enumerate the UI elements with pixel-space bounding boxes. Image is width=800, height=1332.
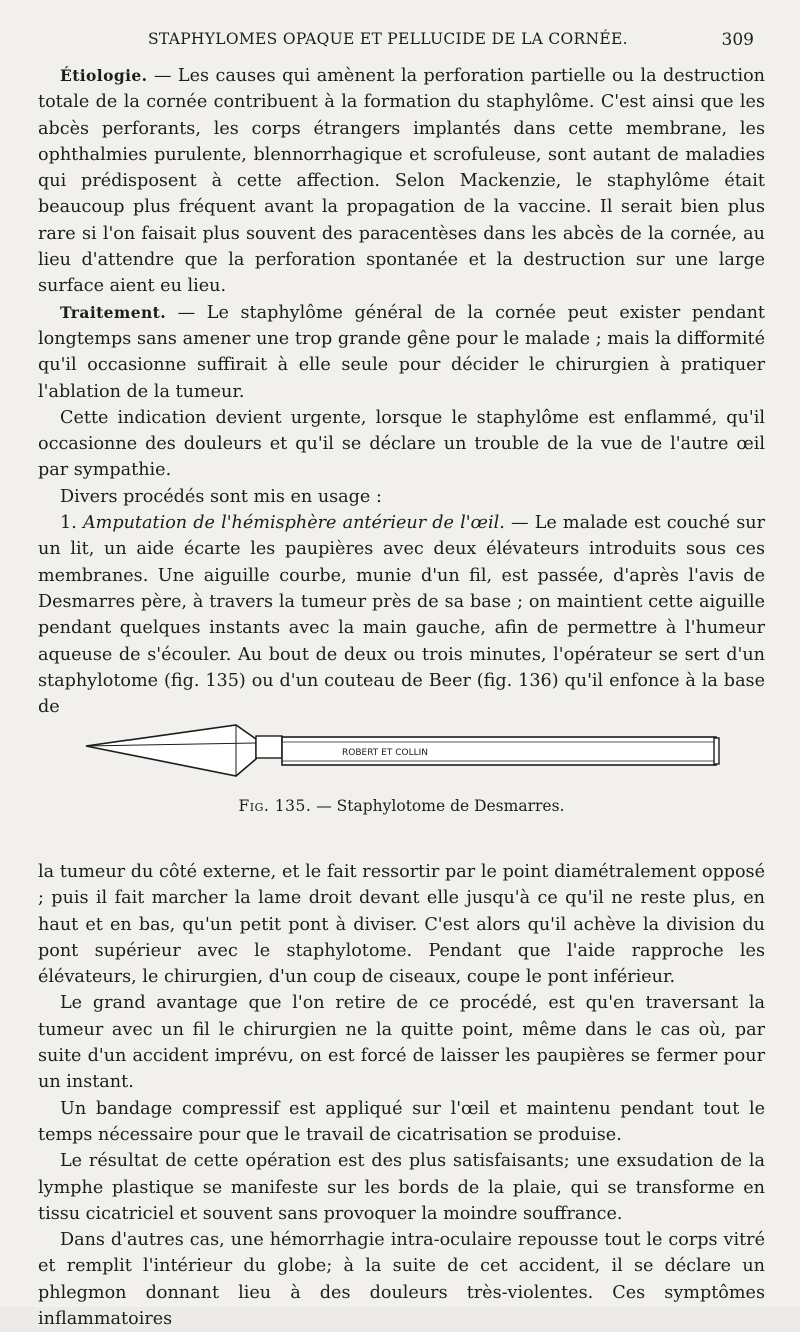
- staphylotome-blade: [86, 725, 256, 776]
- paragraph: Le grand avantage que l'on retire de ce procédé, est qu'en traversant la tumeur avec un fil le chirurgien ne la quitte point, même dans le cas où, par suite d'un accident imprévu, on est forcé de laisser les paupières se fermer pour un instant.: [38, 993, 765, 1093]
- paragraph-text: — Le malade est couché sur un lit, un aide écarte les paupières avec deux élévateurs introduits sous ces membranes. Une aiguille courbe, munie d'un fil, est passée, d'après l'avis de Desmarres père, à travers la tumeur près de sa base ; on maintient cette aiguille pendant quelques instants avec la main gauche, afin de permettre à l'humeur aqueuse de s'écouler. Au bout de deux ou trois minutes, l'opérateur se sert d'un staphylotome (fig. 135) ou d'un couteau de Beer (fig. 136) qu'il enfonce à la base de: [38, 513, 766, 718]
- paragraph-etiologie: [38, 63, 765, 300]
- paragraph-continued: la tumeur du côté externe, et le fait ressortir par le point diamétralement opposé ; puis il fait marcher la lame droit devant elle jusqu'à ce qu'il ne reste plus, en haut et en bas, qu'un petit pont à diviser. C'est alors qu'il achève la division du pont supérieur avec le staphylotome. Pendant que l'aide rapproche les élévateurs, le chirurgien, d'un coup de ciseaux, coupe le pont inférieur.: [38, 862, 765, 988]
- paragraph: Le résultat de cette opération est des plus satisfaisants; une exsudation de la lymphe plastique se manifeste sur les bords de la plaie, qui se transforme en tissu cicatriciel et souvent sans provoquer la moindre souffrance.: [38, 1151, 765, 1224]
- procedure-title: Amputation de l'hémisphère antérieur de l'œil.: [82, 513, 505, 534]
- list-number: 1.: [60, 513, 77, 534]
- paragraph: Cette indication devient urgente, lorsque le staphylôme est enflammé, qu'il occasionne des douleurs et qu'il se déclare un trouble de la vue de l'autre œil par sympathie.: [38, 407, 765, 481]
- caption-label: Fig. 135.: [238, 797, 312, 815]
- body-text-top: [38, 63, 765, 720]
- paragraph: Dans d'autres cas, une hémorrhagie intra-oculaire repousse tout le corps vitré et remplit l'intérieur du globe; à la suite de cet accident, il se déclare un phlegmon donnant lieu à des douleurs très-violentes. Ces symptômes inflammatoires: [38, 1230, 765, 1330]
- page-header: [60, 30, 754, 56]
- running-title: STAPHYLOMES OPAQUE ET PELLUCIDE DE LA CORNÉE.: [148, 30, 628, 48]
- staphylotome-illustration: [38, 723, 765, 793]
- figure-caption: [38, 797, 765, 815]
- paragraph-text: — Le staphylôme général de la cornée peut exister pendant longtemps sans amener une trop grande gêne pour le malade ; mais la difformité qu'il occasionne suffirait à elle seule pour décider le chirurgien à pratiquer l'ablation de la tumeur.: [38, 302, 765, 402]
- paragraph: Un bandage compressif est appliqué sur l'œil et maintenu pendant tout le temps nécessaire pour que le travail de cicatrisation se produise.: [38, 1098, 765, 1145]
- section-label-etiologie: Étiologie.: [60, 66, 148, 85]
- figure-135: [38, 723, 765, 823]
- paragraph-amputation: [38, 510, 765, 720]
- body-text-bottom: [38, 859, 765, 1332]
- engraving-text: ROBERT ET COLLIN: [342, 748, 428, 758]
- paragraph-traitement: [38, 300, 765, 405]
- paragraph-text: — Les causes qui amènent la perforation partielle ou la destruction totale de la cornée contribuent à la formation du staphylôme. C'est ainsi que les abcès perforants, les corps étrangers implantés dans cette membrane, les ophthalmies purulente, blennorrhagique et scrofuleuse, sont autant de maladies qui prédisposent à cette affection. Selon Mackenzie, le staphylôme était beaucoup plus fréquent avant la propagation de la vaccine. Il serait bien plus rare si l'on faisait plus souvent des paracentèses dans les abcès de la cornée, au lieu d'attendre que la perforation spontanée et la destruction sur une large surface aient eu lieu.: [38, 66, 765, 297]
- section-label-traitement: Traitement.: [60, 302, 167, 322]
- caption-text: — Staphylotome de Desmarres.: [311, 797, 565, 815]
- paragraph: Divers procédés sont mis en usage :: [60, 486, 382, 507]
- staphylotome-shank: [256, 736, 282, 758]
- page-number: 309: [721, 30, 754, 50]
- handle-end-cap: [714, 738, 719, 764]
